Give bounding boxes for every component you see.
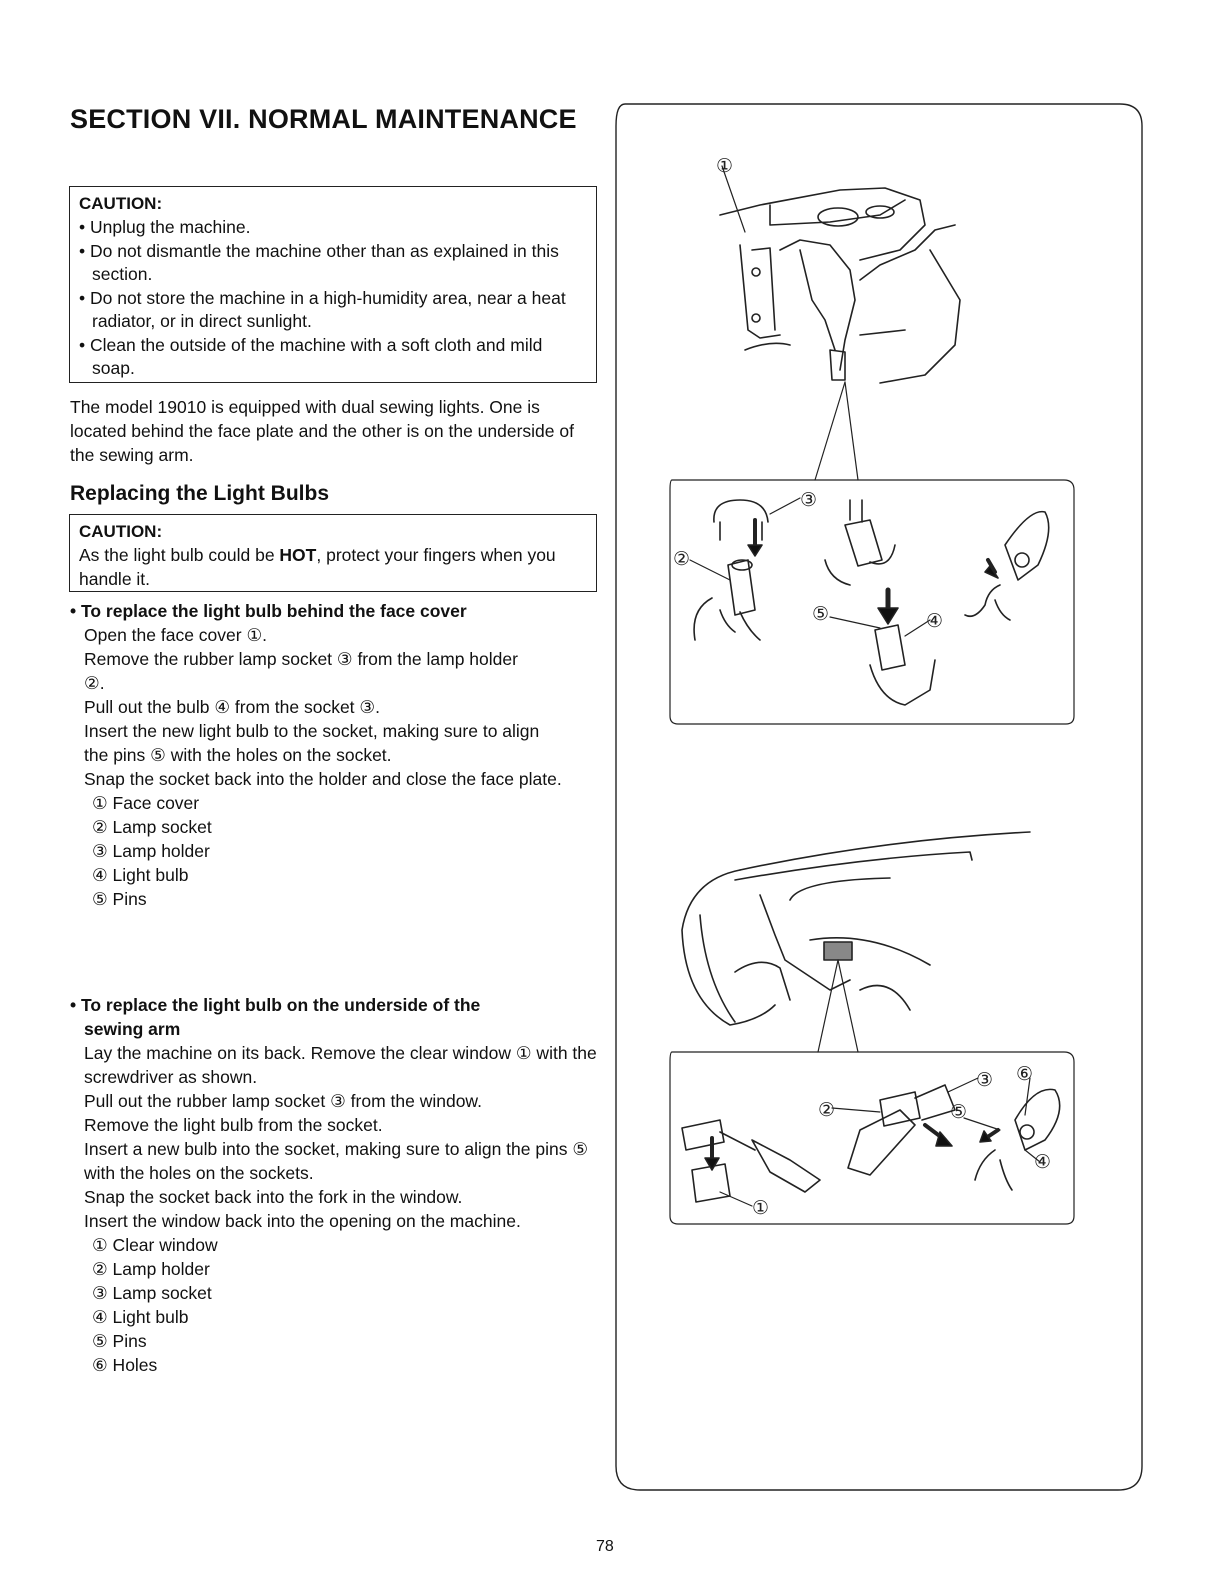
callout: ⑤ xyxy=(950,1101,968,1123)
legend-item: ② Lamp socket xyxy=(92,817,212,837)
callout: ① xyxy=(716,155,734,177)
caution-title: CAUTION: xyxy=(79,194,163,213)
face-cover-heading: • To replace the light bulb behind the face cover xyxy=(70,601,467,621)
callout: ⑥ xyxy=(1016,1063,1034,1085)
underside-heading: • To replace the light bulb on the underside of the xyxy=(70,995,481,1015)
caution-item: • Do not dismantle the machine other than as explained in this section. xyxy=(79,240,559,284)
step: Remove the rubber lamp socket ③ from the lamp holder ②. xyxy=(84,649,518,693)
step: Pull out the rubber lamp socket ③ from the window. xyxy=(84,1091,482,1111)
subsection-title: Replacing the Light Bulbs xyxy=(70,482,330,505)
illustration-frame xyxy=(616,104,1142,1490)
callout: ④ xyxy=(926,610,944,632)
legend-item: ① Clear window xyxy=(92,1235,218,1255)
callout: ③ xyxy=(976,1069,994,1091)
sewing-arm-drawing xyxy=(682,832,1030,1052)
hot-warning: HOT xyxy=(279,545,317,565)
callout: ② xyxy=(673,548,691,570)
legend-item: ③ Lamp holder xyxy=(92,841,210,861)
step: Snap the socket back into the fork in the window. xyxy=(84,1187,463,1207)
step: Insert the window back into the opening on the machine. xyxy=(84,1211,521,1231)
underside-heading-cont: sewing arm xyxy=(84,1019,181,1039)
legend-item: ⑥ Holes xyxy=(92,1355,158,1375)
callout: ⑤ xyxy=(812,603,830,625)
caution-text: As the light bulb could be HOT, protect your fingers when you handle it. xyxy=(79,545,556,589)
callout: ② xyxy=(818,1099,836,1121)
legend-item: ⑤ Pins xyxy=(92,889,147,909)
step: Remove the light bulb from the socket. xyxy=(84,1115,383,1135)
callout: ④ xyxy=(1034,1151,1052,1173)
callout: ③ xyxy=(800,489,818,511)
lamp-socket-removal-drawing xyxy=(690,498,1049,705)
caution-item: • Unplug the machine. xyxy=(79,217,251,237)
legend-item: ① Face cover xyxy=(92,793,200,813)
section-title: SECTION VII. NORMAL MAINTENANCE xyxy=(70,104,577,134)
face-cover-drawing xyxy=(720,166,960,480)
step: Pull out the bulb ④ from the socket ③. xyxy=(84,697,380,717)
caution-item: • Clean the outside of the machine with a soft cloth and mild soap. xyxy=(79,334,543,378)
legend-item: ④ Light bulb xyxy=(92,1307,189,1327)
callout: ① xyxy=(752,1197,770,1219)
step: Insert the new light bulb to the socket, making sure to align the pins ⑤ with the holes on the socket. xyxy=(84,721,540,765)
step: Open the face cover ①. xyxy=(84,625,268,645)
step: Lay the machine on its back. Remove the clear window ① with the screwdriver as shown. xyxy=(84,1043,597,1087)
intro-paragraph: The model 19010 is equipped with dual sewing lights. One is located behind the face plate and the other is on the underside of the sewing arm. xyxy=(70,397,574,465)
legend-item: ③ Lamp socket xyxy=(92,1283,212,1303)
detail-box-1 xyxy=(670,480,1074,724)
page-number: 78 xyxy=(596,1538,614,1555)
legend-item: ④ Light bulb xyxy=(92,865,189,885)
step: Insert a new bulb into the socket, making sure to align the pins ⑤ with the holes on the sockets. xyxy=(84,1139,589,1183)
step: Snap the socket back into the holder and close the face plate. xyxy=(84,769,562,789)
clear-window-removal-drawing xyxy=(682,1078,1060,1206)
caution-item: • Do not store the machine in a high-humidity area, near a heat radiator, or in direct sunlight. xyxy=(79,287,566,331)
legend-item: ⑤ Pins xyxy=(92,1331,147,1351)
caution-title: CAUTION: xyxy=(79,522,163,541)
legend-item: ② Lamp holder xyxy=(92,1259,210,1279)
